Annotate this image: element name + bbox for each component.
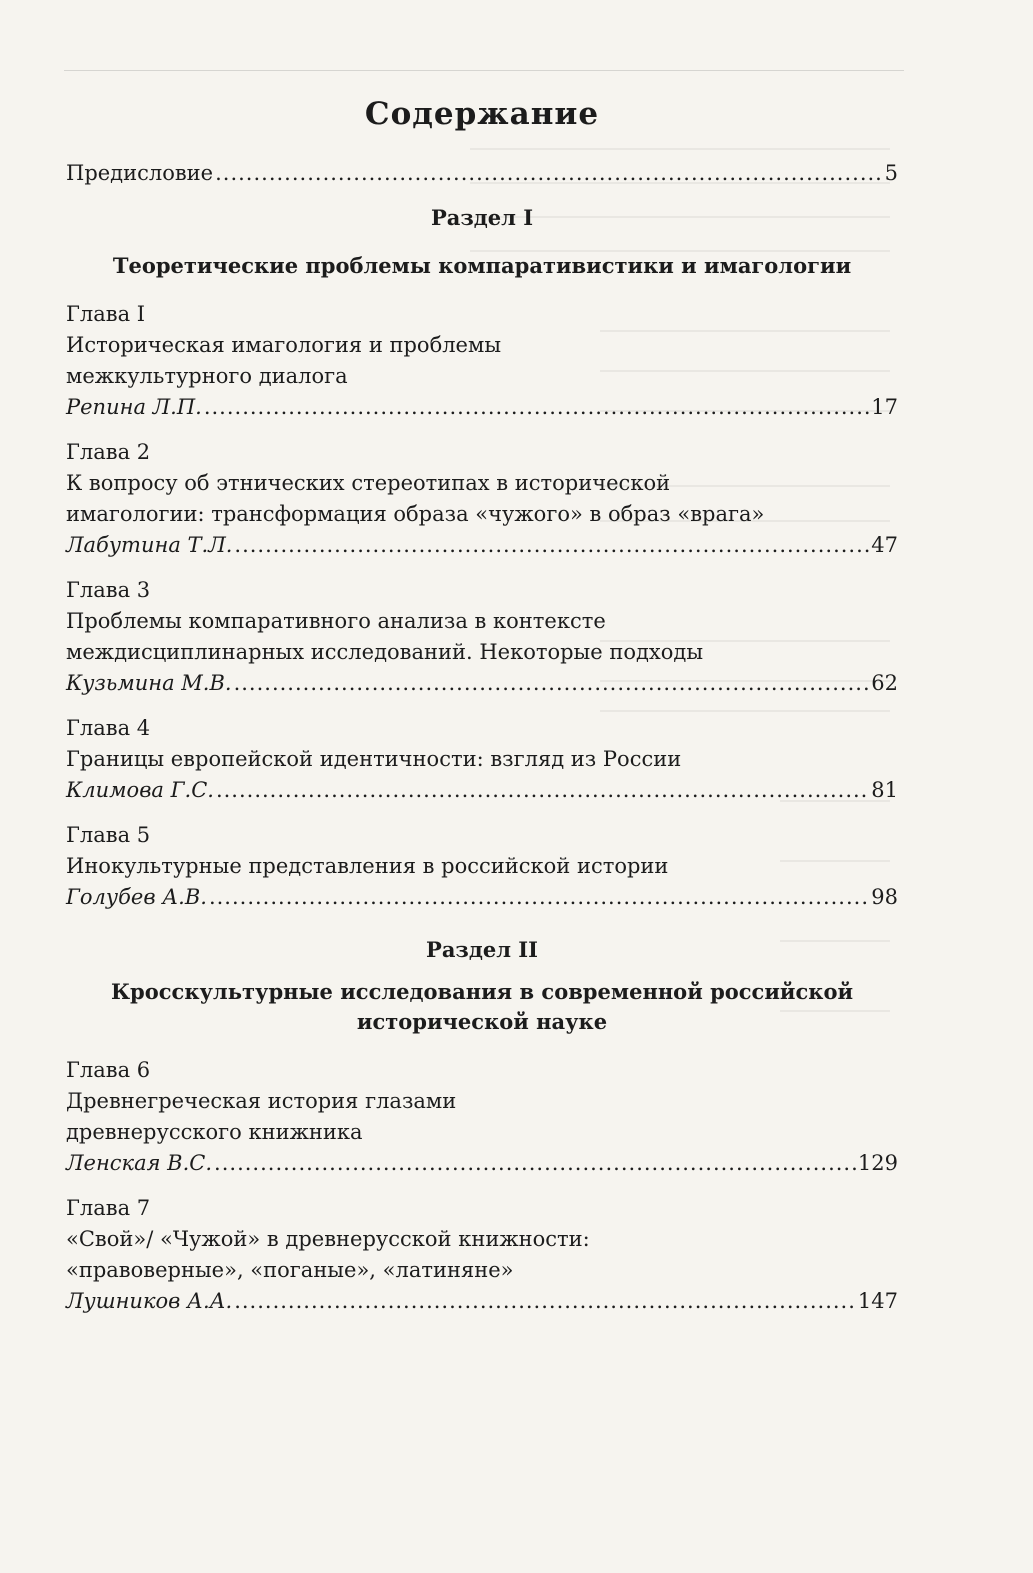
dot-leader <box>216 775 869 806</box>
chapter-label: Глава 4 <box>66 716 151 740</box>
chapter-label: Глава 5 <box>66 823 151 847</box>
page-title: Содержание <box>364 96 600 132</box>
chapter-title-line: «правоверные», «поганые», «латиняне» <box>66 1258 514 1282</box>
toc-entry-chapter-6[interactable] <box>66 1055 898 1179</box>
section-title: Теоретические проблемы компаративистики и имагологии <box>112 253 852 278</box>
chapter-title-line: Инокультурные представления в российской истории <box>66 854 669 878</box>
author-line <box>66 775 898 806</box>
author-line <box>66 1148 898 1179</box>
author-line <box>66 530 898 561</box>
dot-leader <box>234 1286 856 1317</box>
chapter-title-line: Древнегреческая история глазами <box>66 1089 457 1113</box>
chapter-label: Глава 3 <box>66 578 151 602</box>
chapter-author: Голубев А.В. <box>66 885 207 909</box>
chapter-title-line: К вопросу об этнических стереотипах в исторической <box>66 471 671 495</box>
dot-leader <box>214 1148 856 1179</box>
section-label: Раздел II <box>426 937 538 962</box>
toc-entry-chapter-4[interactable] <box>66 713 898 806</box>
page-number: 17 <box>871 395 898 419</box>
section-label: Раздел I <box>430 205 534 230</box>
page-number: 129 <box>857 1151 898 1175</box>
chapter-title-line: древнерусского книжника <box>66 1120 363 1144</box>
chapter-author: Кузьмина М.В. <box>66 671 232 695</box>
chapter-author: Климова Г.С. <box>66 778 214 802</box>
chapter-author: Лабутина Т.Л. <box>66 533 233 557</box>
dot-leader <box>234 530 869 561</box>
dot-leader <box>215 158 883 189</box>
toc-entry-preface[interactable] <box>66 158 898 189</box>
page-number: 98 <box>871 885 898 909</box>
toc-entry-chapter-7[interactable] <box>66 1193 898 1317</box>
dot-leader <box>209 882 869 913</box>
author-line <box>66 1286 898 1317</box>
chapter-label: Глава I <box>66 302 146 326</box>
section-title-line: исторической науке <box>356 1009 608 1034</box>
page-number: 81 <box>871 778 898 802</box>
page-number: 62 <box>871 671 898 695</box>
chapter-title-line: «Свой»/ «Чужой» в древнерусской книжности: <box>66 1227 590 1251</box>
preface-label: Предисловие <box>66 161 214 185</box>
author-line <box>66 668 898 699</box>
header-rule <box>64 70 904 71</box>
page-number: 5 <box>884 161 898 185</box>
chapter-author: Ленская В.С. <box>66 1151 213 1175</box>
page-number: 147 <box>857 1289 898 1313</box>
toc-entry-chapter-3[interactable] <box>66 575 898 699</box>
table-of-contents <box>66 92 898 1331</box>
chapter-title-line: Проблемы компаративного анализа в контексте <box>66 609 606 633</box>
toc-entry-chapter-2[interactable] <box>66 437 898 561</box>
chapter-author: Репина Л.П. <box>66 395 202 419</box>
section-title-line: Кросскультурные исследования в современной российской <box>110 979 854 1004</box>
chapter-author: Лушников А.А. <box>66 1289 233 1313</box>
author-line <box>66 392 898 423</box>
chapter-label: Глава 7 <box>66 1196 151 1220</box>
chapter-title-line: междисциплинарных исследований. Некоторые подходы <box>66 640 704 664</box>
dot-leader <box>204 392 869 423</box>
author-line <box>66 882 898 913</box>
chapter-label: Глава 2 <box>66 440 151 464</box>
chapter-title-line: межкультурного диалога <box>66 364 348 388</box>
chapter-title-line: Историческая имагология и проблемы <box>66 333 502 357</box>
dot-leader <box>234 668 870 699</box>
chapter-label: Глава 6 <box>66 1058 151 1082</box>
toc-entry-chapter-1[interactable] <box>66 299 898 423</box>
chapter-title-line: Границы европейской идентичности: взгляд из России <box>66 747 682 771</box>
page-number: 47 <box>871 533 898 557</box>
toc-entry-chapter-5[interactable] <box>66 820 898 913</box>
chapter-title-line: имагологии: трансформация образа «чужого» в образ «врага» <box>66 502 765 526</box>
